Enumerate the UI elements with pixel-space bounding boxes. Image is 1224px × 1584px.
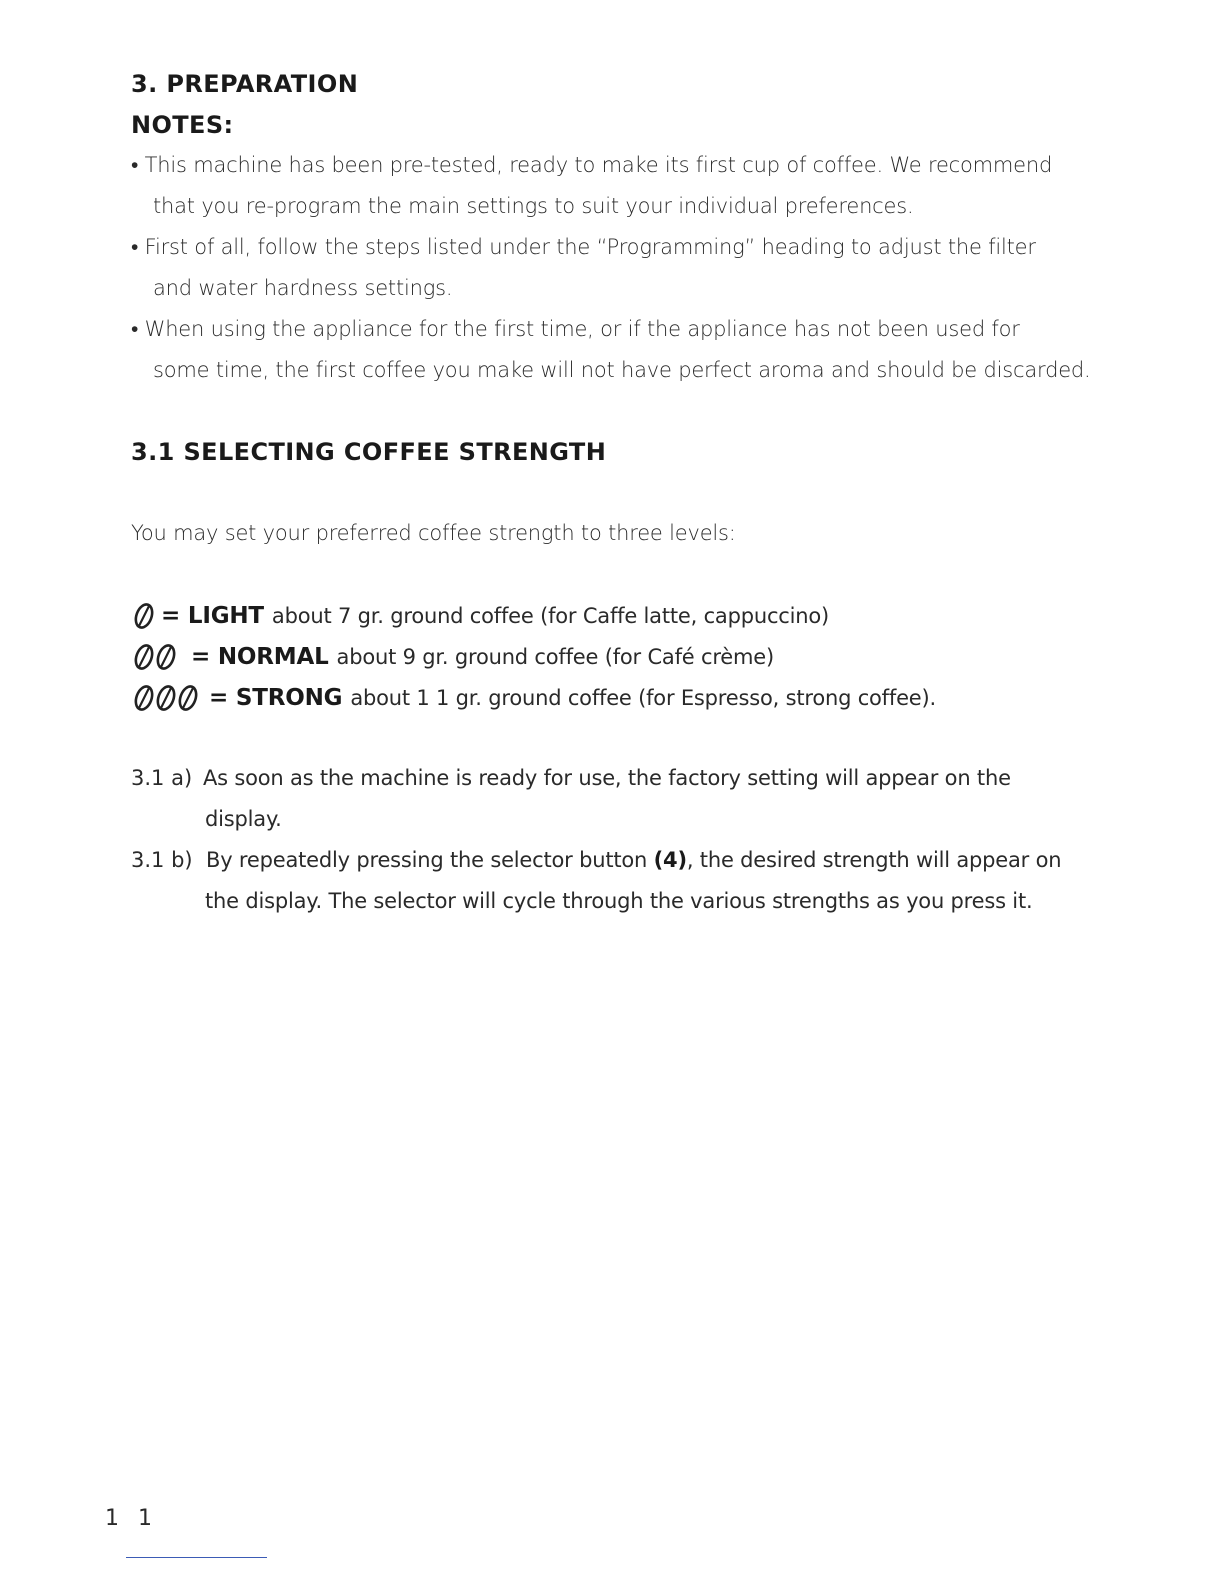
level-label: = LIGHT [161, 603, 264, 629]
coffee-bean-icon [133, 683, 155, 713]
strength-intro: You may set your preferred coffee strength to three levels: [131, 521, 736, 545]
coffee-bean-icon [177, 683, 199, 713]
step-number: 3.1 a) [131, 766, 193, 790]
step-b-text: By repeatedly pressing the selector button [206, 848, 654, 872]
strength-level-strong [133, 680, 936, 716]
step-number: 3.1 b) [131, 848, 193, 872]
note-3-line-2: some time, the first coffee you make will not have perfect aroma and should be discarded. [153, 358, 1091, 382]
note-1-line-2: that you re-program the main settings to suit your individual preferences. [153, 194, 914, 218]
section-title: 3. PREPARATION [131, 70, 359, 98]
note-3-line-1: • When using the appliance for the first time, or if the appliance has not been used for [131, 317, 1020, 341]
step-b-line-1 [206, 848, 1061, 872]
page-number: 1 1 [105, 1506, 158, 1531]
step-b-text: , the desired strength will appear on [686, 848, 1062, 872]
coffee-bean-icon [133, 601, 155, 631]
bean-icon-group [133, 683, 199, 713]
footer-rule [126, 1557, 267, 1558]
note-2-line-2: and water hardness settings. [153, 276, 453, 300]
bean-icon-group [133, 601, 155, 631]
level-description: about 7 gr. ground coffee (for Caffe latte, cappuccino) [271, 604, 830, 628]
coffee-bean-icon [133, 642, 155, 672]
bean-icon-group [133, 642, 177, 672]
selector-button-ref: (4) [653, 848, 687, 872]
step-a-line-1: As soon as the machine is ready for use, the factory setting will appear on the [203, 766, 1011, 790]
strength-level-light [133, 598, 829, 634]
coffee-bean-icon [155, 642, 177, 672]
coffee-bean-icon [155, 683, 177, 713]
note-2-line-1: • First of all, follow the steps listed under the “Programming” heading to adjust the filter [131, 235, 1036, 259]
level-description: about 9 gr. ground coffee (for Café crème) [336, 645, 774, 669]
strength-level-normal [133, 639, 774, 675]
subsection-title: 3.1 SELECTING COFFEE STRENGTH [131, 438, 607, 466]
step-b-line-2: the display. The selector will cycle through the various strengths as you press it. [205, 889, 1033, 913]
note-1-line-1: • This machine has been pre-tested, ready to make its first cup of coffee. We recommend [131, 153, 1053, 177]
level-description: about 1 1 gr. ground coffee (for Espresso, strong coffee). [350, 686, 936, 710]
step-a-line-2: display. [205, 807, 282, 831]
level-label: = NORMAL [191, 644, 329, 670]
level-label: = STRONG [209, 685, 343, 711]
notes-heading: NOTES: [131, 111, 234, 139]
